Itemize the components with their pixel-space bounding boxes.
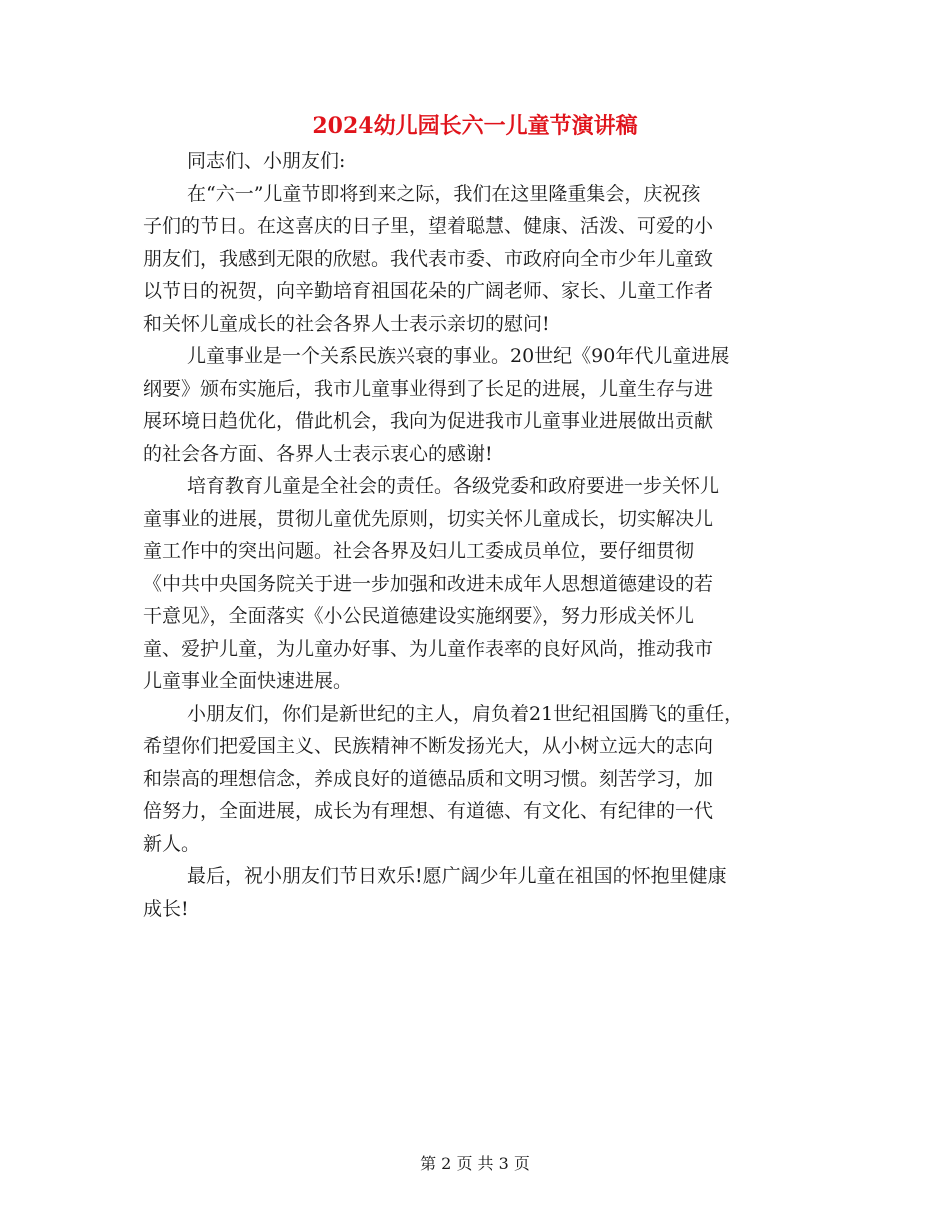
paragraph-line: 童事业的进展，贯彻儿童优先原则，切实关怀儿童成长，切实解决儿 [143, 507, 714, 530]
greeting-text: 同志们、小朋友们: [187, 150, 346, 172]
document-body [143, 145, 823, 925]
paragraph-line: 成长! [143, 897, 189, 920]
paragraph-line: 小朋友们，你们是新世纪的主人，肩负着21世纪祖国腾飞的重任， [187, 702, 744, 725]
paragraph-line: 培育教育儿童是全社会的责任。各级党委和政府要进一步关怀儿 [187, 475, 720, 497]
paragraph-line: 干意见》，全面落实《小公民道德建设实施纲要》，努力形成关怀儿 [143, 605, 695, 627]
paragraph-line: 童、爱护儿童，为儿童办好事、为儿童作表率的良好风尚，推动我市 [143, 637, 714, 660]
paragraph-line: 在“六一”儿童节即将到来之际，我们在这里隆重集会，庆祝孩 [187, 182, 701, 205]
paragraph-line: 以节日的祝贺，向辛勤培育祖国花朵的广阔老师、家长、儿童工作者 [143, 280, 714, 302]
paragraph-2 [143, 340, 823, 470]
paragraph-line: 《中共中央国务院关于进一步加强和改进未成年人思想道德建设的若 [143, 572, 714, 595]
paragraph-line: 倍努力，全面进展，成长为有理想、有道德、有文化、有纪律的一代 [143, 800, 714, 822]
paragraph-line: 儿童事业是一个关系民族兴衰的事业。20世纪《90年代儿童进展 [187, 345, 730, 367]
page-footer: 第 2 页 共 3 页 [420, 1154, 530, 1173]
paragraph-line: 的社会各方面、各界人士表示衷心的感谢! [143, 442, 493, 465]
document-title: 2024幼儿园长六一儿童节演讲稿 [312, 113, 638, 139]
paragraph-line: 儿童事业全面快速进展。 [143, 670, 353, 692]
paragraph-4 [143, 698, 823, 861]
paragraph-3 [143, 470, 823, 698]
paragraph-1 [143, 178, 823, 341]
paragraph-line: 和崇高的理想信念，养成良好的道德品质和文明习惯。刻苦学习，加 [143, 767, 714, 790]
paragraph-line: 童工作中的突出问题。社会各界及妇儿工委成员单位，要仔细贯彻 [143, 540, 695, 562]
paragraph-5 [143, 860, 823, 925]
paragraph-line: 朋友们，我感到无限的欣慰。我代表市委、市政府向全市少年儿童致 [143, 247, 714, 270]
paragraph-line: 新人。 [143, 832, 201, 855]
paragraph-line: 希望你们把爱国主义、民族精神不断发扬光大，从小树立远大的志向 [143, 735, 714, 757]
paragraph-line: 子们的节日。在这喜庆的日子里，望着聪慧、健康、活泼、可爱的小 [143, 215, 714, 237]
paragraph-line: 展环境日趋优化，借此机会，我向为促进我市儿童事业进展做出贡献 [143, 410, 714, 432]
paragraph-line: 和关怀儿童成长的社会各界人士表示亲切的慰问! [143, 312, 550, 335]
paragraph-line: 最后，祝小朋友们节日欢乐!愿广阔少年儿童在祖国的怀抱里健康 [187, 865, 727, 887]
paragraph-line: 纲要》颁布实施后，我市儿童事业得到了长足的进展，儿童生存与进 [143, 377, 714, 400]
greeting-line [143, 145, 823, 178]
